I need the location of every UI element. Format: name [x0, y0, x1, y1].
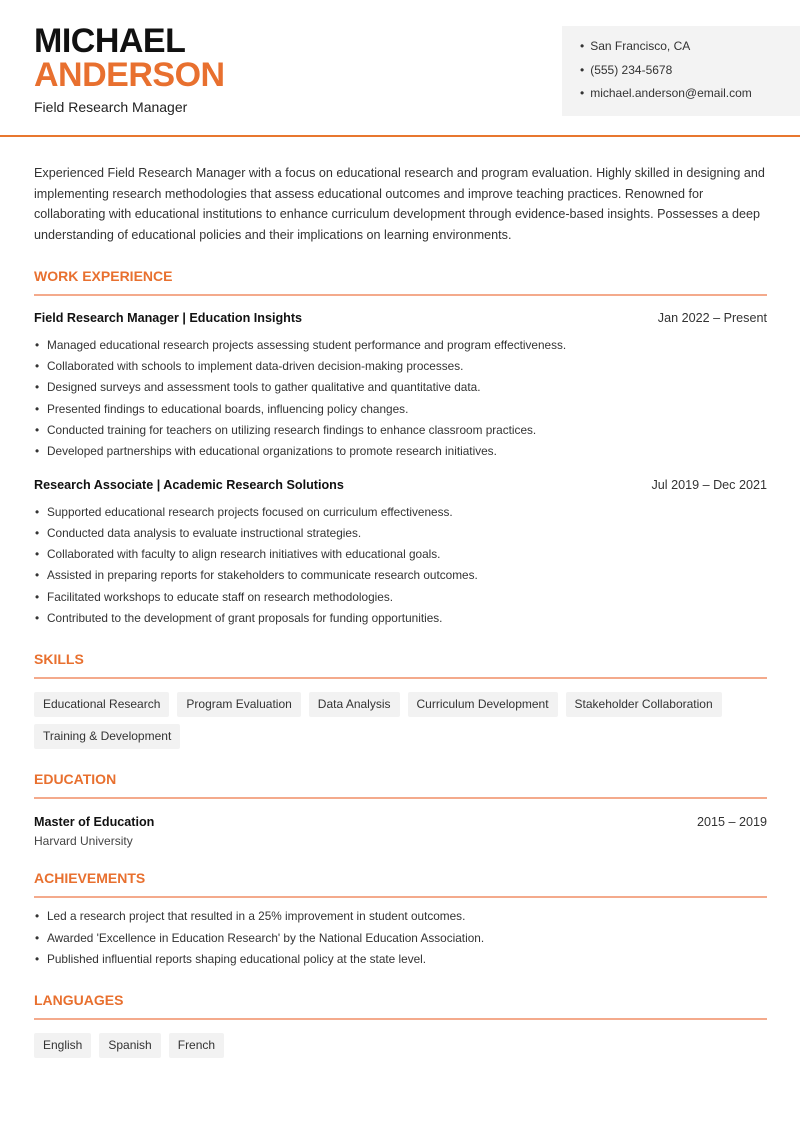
job-bullets — [34, 502, 767, 630]
skill-tag: Data Analysis — [309, 692, 400, 717]
bullet-item: • Contributed to the development of grant proposals for funding opportunities. — [34, 608, 767, 629]
bullet-item: • Conducted data analysis to evaluate instructional strategies. — [34, 523, 767, 544]
achievement-item: • Published influential reports shaping educational policy at the state level. — [34, 949, 767, 970]
bullet-item: • Facilitated workshops to educate staff on research methodologies. — [34, 587, 767, 608]
job-title: Field Research Manager — [34, 99, 188, 115]
section-heading-education: EDUCATION — [34, 771, 767, 799]
contact-location: • San Francisco, CA — [580, 38, 800, 62]
bullet-item: • Assisted in preparing reports for stakeholders to communicate research outcomes. — [34, 565, 767, 586]
bullet-item: • Designed surveys and assessment tools to gather qualitative and quantitative data. — [34, 377, 767, 398]
language-tag: Spanish — [99, 1033, 160, 1058]
job-header — [34, 477, 767, 494]
job-header — [34, 310, 767, 327]
bullet-item: • Developed partnerships with educational organizations to promote research initiatives. — [34, 441, 767, 462]
achievement-item: • Led a research project that resulted in a 25% improvement in student outcomes. — [34, 906, 767, 927]
job-bullets — [34, 335, 767, 463]
skill-tag: Training & Development — [34, 724, 180, 749]
language-tag: English — [34, 1033, 91, 1058]
bullet-item: • Conducted training for teachers on utilizing research findings to enhance classroom practices. — [34, 420, 767, 441]
languages-list — [34, 1033, 767, 1058]
bullet-item: • Supported educational research projects focused on curriculum effectiveness. — [34, 502, 767, 523]
skill-tag: Stakeholder Collaboration — [566, 692, 722, 717]
language-tag: French — [169, 1033, 224, 1058]
education-entry — [34, 814, 767, 848]
contact-email: • michael.anderson@email.com — [580, 85, 800, 109]
job-entry-title: Research Associate | Academic Research Solutions — [34, 477, 344, 492]
section-heading-achievements: ACHIEVEMENTS — [34, 870, 767, 898]
bullet-item: • Managed educational research projects assessing student performance and program effectiveness. — [34, 335, 767, 356]
job-entry — [34, 310, 767, 463]
achievements-list — [34, 906, 767, 970]
skill-tag: Program Evaluation — [177, 692, 300, 717]
degree: Master of Education — [34, 815, 155, 830]
skill-tag: Curriculum Development — [408, 692, 558, 717]
job-date: Jul 2019 – Dec 2021 — [651, 477, 767, 492]
skills-list — [34, 692, 767, 749]
education-date: 2015 – 2019 — [696, 815, 767, 830]
job-entry — [34, 477, 767, 630]
bullet-item: • Presented findings to educational boards, influencing policy changes. — [34, 399, 767, 420]
section-heading-work: WORK EXPERIENCE — [34, 268, 767, 296]
job-date: Jan 2022 – Present — [657, 310, 767, 325]
contact-phone: • (555) 234-5678 — [580, 62, 800, 86]
school: Harvard University — [34, 834, 133, 849]
contact-box — [562, 26, 800, 116]
bullet-item: • Collaborated with faculty to align research initiatives with educational goals. — [34, 544, 767, 565]
last-name: ANDERSON — [34, 56, 225, 94]
section-heading-skills: SKILLS — [34, 651, 767, 679]
bullet-item: • Collaborated with schools to implement data-driven decision-making processes. — [34, 356, 767, 377]
job-entry-title: Field Research Manager | Education Insights — [34, 310, 303, 325]
section-heading-languages: LANGUAGES — [34, 992, 767, 1020]
skill-tag: Educational Research — [34, 692, 169, 717]
achievement-item: • Awarded 'Excellence in Education Research' by the National Education Association. — [34, 928, 767, 949]
first-name: MICHAEL — [34, 22, 186, 60]
summary: Experienced Field Research Manager with a focus on educational research and program evaluation. Highly skilled in designing and implementing research methodologies that assess educational outcomes and improve teaching practices. Renowned for collaborating with educational institutions to enhance curriculum development through evidence-based insights. Possesses a deep understanding of educational policies and their implications on learning environments. — [34, 166, 765, 243]
resume-header — [0, 0, 800, 137]
